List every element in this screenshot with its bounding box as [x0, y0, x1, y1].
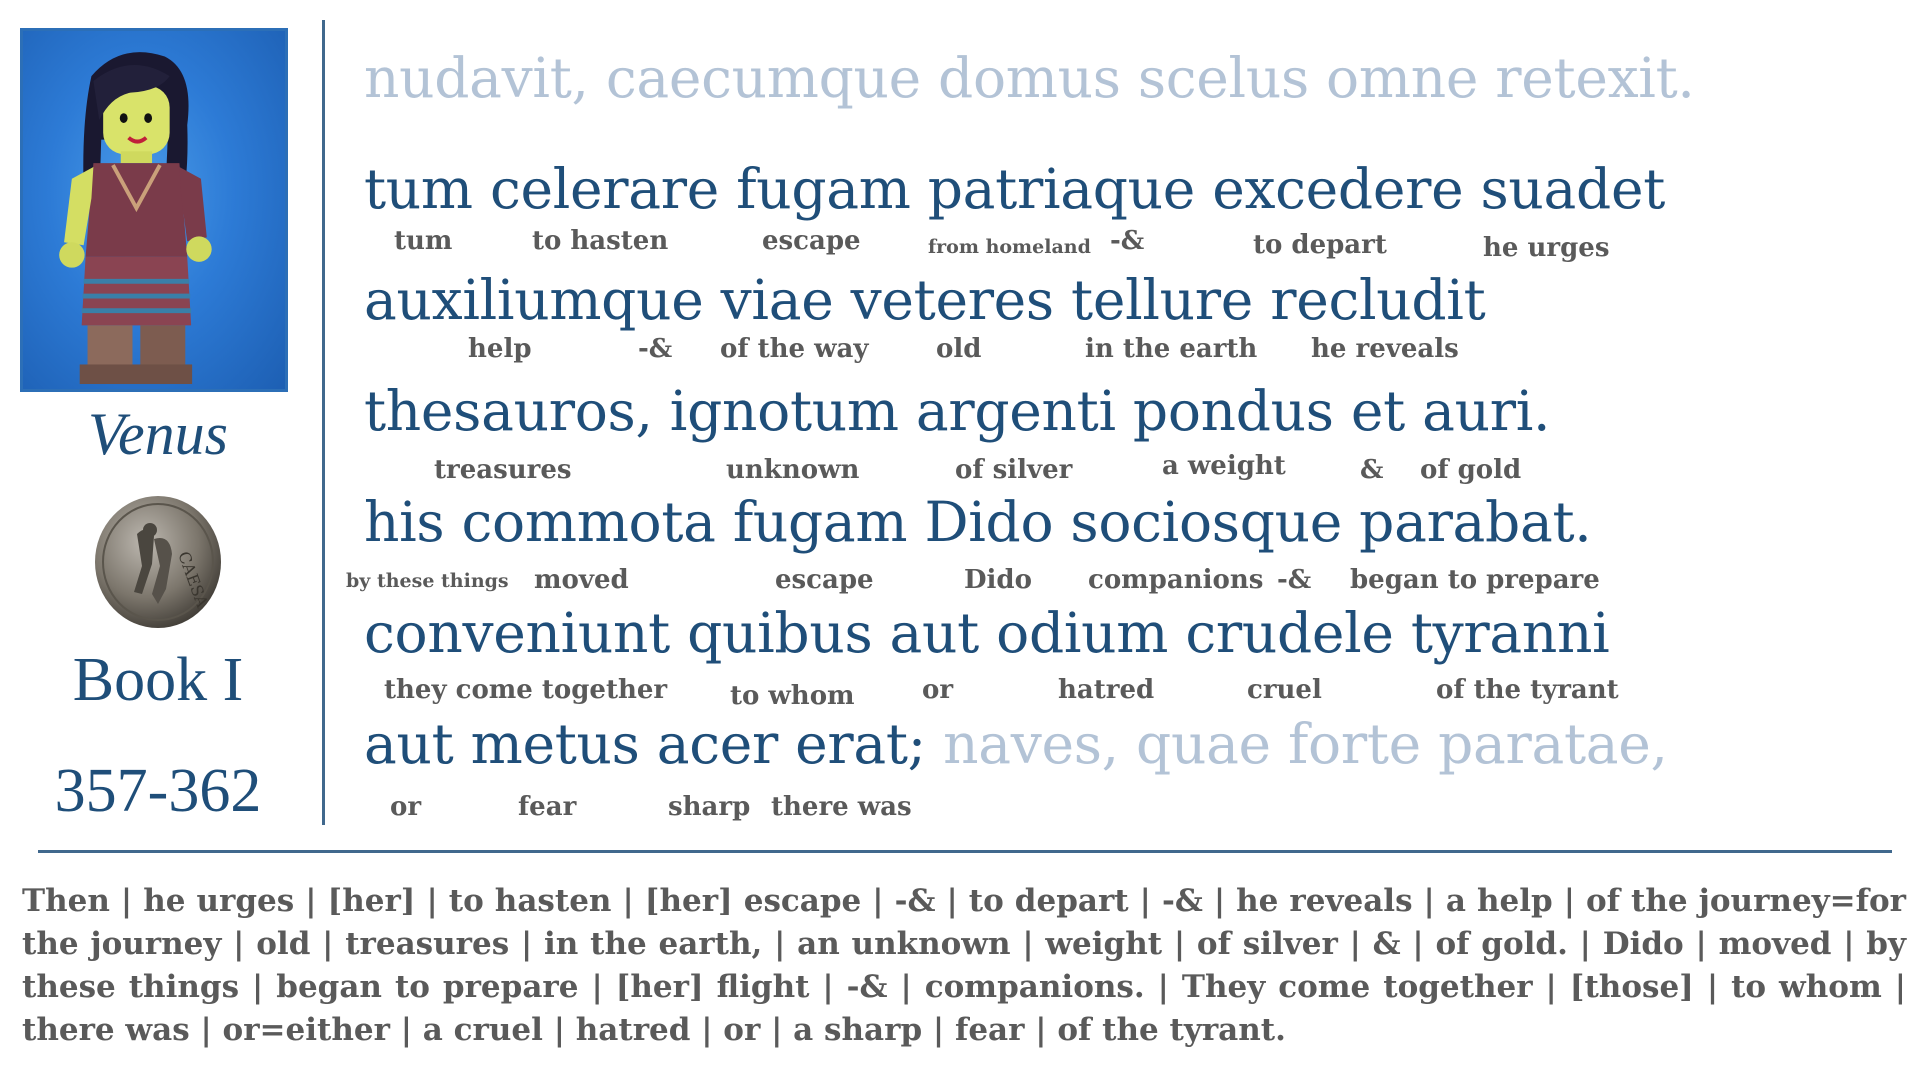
gloss-word: treasures: [434, 455, 572, 485]
character-portrait-image: [20, 28, 288, 392]
gloss-word: cruel: [1247, 675, 1322, 705]
line-range: 357-362: [54, 757, 262, 825]
gloss-word: by these things: [346, 570, 509, 592]
gloss-word: of silver: [955, 455, 1073, 485]
gloss-word: from homeland: [928, 236, 1091, 258]
gloss-word: to depart: [1253, 230, 1387, 260]
gloss-word: moved: [534, 565, 629, 595]
gloss-word: help: [468, 334, 532, 364]
gloss-word: unknown: [726, 455, 860, 485]
gloss-word: companions: [1088, 565, 1264, 595]
gloss-word: they come together: [384, 675, 668, 705]
gloss-word: a weight: [1162, 451, 1286, 481]
latin-line-360: his commota fugam Dido sociosque parabat.: [364, 490, 1592, 554]
gloss-word: in the earth: [1085, 334, 1258, 364]
latin-line-357: tum celerare fugam patriaque excedere suadet: [364, 157, 1665, 221]
gloss-word: or: [390, 792, 422, 822]
vertical-divider: [322, 20, 325, 825]
latin-line-359: thesauros, ignotum argenti pondus et auri.: [364, 379, 1551, 443]
book-label: Book I: [72, 646, 244, 714]
gloss-word: escape: [775, 565, 874, 595]
latin-line-361: conveniunt quibus aut odium crudele tyranni: [364, 601, 1610, 665]
gloss-word: to hasten: [532, 226, 669, 256]
gloss-word: -&: [638, 334, 673, 364]
context-line-before: nudavit, caecumque domus scelus omne retexit.: [364, 46, 1695, 110]
character-name: Venus: [88, 401, 228, 467]
svg-text:CAESA: CAESA: [174, 548, 212, 610]
gloss-word: old: [936, 334, 982, 364]
gloss-word: -&: [1277, 565, 1312, 595]
gloss-word: began to prepare: [1350, 565, 1600, 595]
gloss-word: to whom: [730, 681, 855, 711]
coin-image: [92, 494, 224, 630]
gloss-word: there was: [771, 792, 912, 822]
latin-line-362-active: aut metus acer erat;: [364, 712, 926, 776]
horizontal-divider: [38, 850, 1892, 853]
gloss-word: of the way: [720, 334, 869, 364]
latin-line-362: [364, 712, 1668, 776]
gloss-word: he urges: [1483, 233, 1610, 263]
gloss-word: fear: [518, 792, 577, 822]
gloss-word: escape: [762, 226, 861, 256]
gloss-word: hatred: [1058, 675, 1155, 705]
gloss-word: Dido: [964, 565, 1032, 595]
gloss-word: of the tyrant: [1436, 675, 1619, 705]
latin-line-358: auxiliumque viae veteres tellure recludit: [364, 268, 1486, 332]
gloss-word: or: [922, 675, 954, 705]
gloss-word: tum: [394, 226, 453, 256]
gloss-word: he reveals: [1311, 334, 1459, 364]
gloss-word: &: [1360, 455, 1384, 485]
english-translation: Then | he urges | [her] | to hasten | [her] escape | -& | to depart | -& | he reveals | a help | of the journey=for the journey | old | treasures | in the earth, | an unknown | weight | of silver | & | of gold. | Dido | moved | by these things | began to prepare | [her] flight | -& | companions. | They come together | [those] | to whom | there was | or=either | a cruel | hatred | or | a sharp | fear | of the tyrant.: [22, 883, 1906, 1048]
gloss-word: of gold: [1420, 455, 1522, 485]
gloss-word: sharp: [668, 792, 751, 822]
context-line-after: naves, quae forte paratae,: [943, 712, 1668, 776]
gloss-word: -&: [1110, 226, 1145, 256]
